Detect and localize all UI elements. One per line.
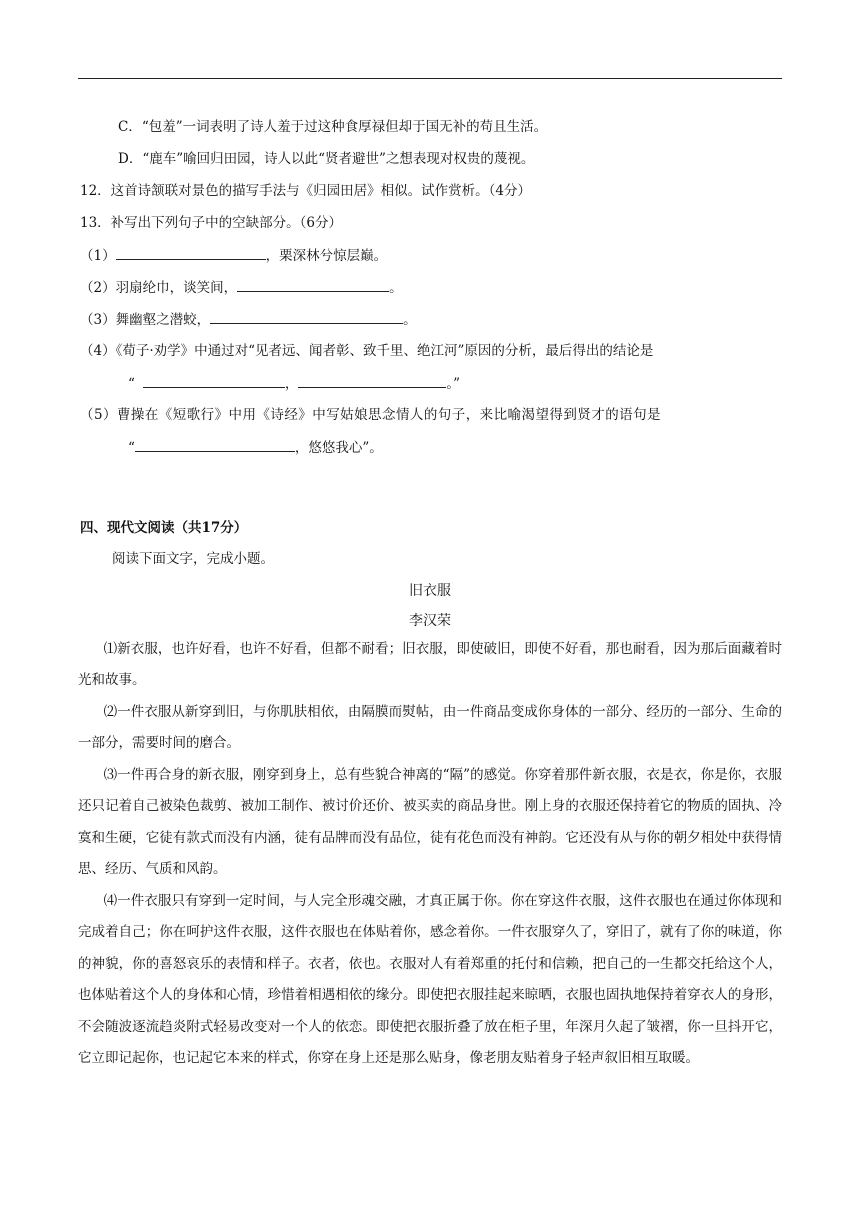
answer-blank (237, 277, 389, 292)
fill-3-text: （3）舞幽壑之潜蛟， (80, 312, 211, 328)
fill-line-1 (80, 245, 387, 266)
fill-2-text: （2）羽扇纶巾，谈笑间， (80, 280, 238, 296)
answer-blank (210, 309, 403, 324)
answer-blank (143, 373, 285, 388)
quote-open: “ (128, 440, 135, 456)
fill-line-4: （4）《荀子·劝学》中通过对“见者远、闻者彰、致千里、绝江河”原因的分析，最后得出的结论是 (80, 343, 654, 359)
paragraph-3: ⑶一件再合身的新衣服，刚穿到身上，总有些貌合神离的“隔”的感觉。你穿着那件新衣服，衣是衣，你是你，衣服还只记着自己被染色裁剪、被加工制作、被讨价还价、被买卖的商品身世。刚上身的衣服还保持着它的物质的固执、冷寞和生硬，它徒有款式而没有内涵，徒有品牌而没有品位，徒有花色而没有神韵。它还没有从与你的朝夕相处中获得情思、经历、气质和风韵。 (78, 767, 782, 878)
fill-line-5: （5）曹操在《短歌行》中用《诗经》中写姑娘思念情人的句子，来比喻渴望得到贤才的语句是 (80, 407, 661, 423)
fill-3-end: 。 (403, 312, 417, 328)
fill-line-5b (128, 437, 383, 458)
section-instruction: 阅读下面文字，完成小题。 (112, 551, 274, 567)
header-rule (78, 78, 782, 79)
fill-5-text: ，悠悠我心”。 (294, 440, 383, 456)
article-title: 旧衣服 (409, 583, 451, 599)
question-13: 13．补写出下列句子中的空缺部分。（6分） (80, 215, 343, 231)
paragraph-2: ⑵一件衣服从新穿到旧，与你肌肤相依，由隔膜而熨帖，由一件商品变成你身体的一部分、经历的一部分、生命的一部分，需要时间的磨合。 (78, 704, 782, 752)
fill-1-text: ，栗深林兮惊层巅。 (265, 248, 388, 264)
fill-2-end: 。 (389, 280, 403, 296)
comma: ， (284, 376, 299, 392)
answer-blank (298, 373, 446, 388)
question-12: 12．这首诗颔联对景色的描写手法与《归园田居》相似。试作赏析。（4分） (80, 183, 532, 199)
quote-open: “ (128, 376, 135, 392)
option-d: D．“鹿车”喻回归田园，诗人以此“贤者避世”之想表现对权贵的蔑视。 (118, 151, 535, 167)
answer-blank (135, 437, 295, 452)
answer-blank (116, 245, 266, 260)
fill-line-3 (80, 309, 417, 330)
section-heading: 四、现代文阅读（共17分） (80, 520, 248, 536)
fill-line-2 (80, 277, 403, 298)
fill-line-4b (128, 373, 460, 394)
paragraph-1: ⑴新衣服，也许好看，也许不好看，但都不耐看；旧衣服，即使破旧，即使不好看，那也耐看，因为那后面藏着时光和故事。 (78, 641, 782, 689)
quote-close: 。” (446, 376, 461, 392)
paragraph-4: ⑷一件衣服只有穿到一定时间，与人完全形魂交融，才真正属于你。你在穿这件衣服，这件衣服也在通过你体现和完成着自己；你在呵护这件衣服，这件衣服也在体贴着你，感念着你。一件衣服穿久了，穿旧了，就有了你的味道，你的神貌，你的喜怒哀乐的表情和样子。衣者，依也。衣服对人有着郑重的托付和信赖，把自己的一生都交托给这个人，也体贴着这个人的身体和心情，珍惜着相遇相依的缘分。即使把衣服挂起来晾晒，衣服也固执地保持着穿衣人的身形，不会随波逐流趋炎附式轻易改变对一个人的依恋。即使把衣服折叠了放在柜子里，年深月久起了皱褶，你一旦抖开它，它立即记起你，也记起它本来的样式，你穿在身上还是那么贴身，像老朋友贴着身子轻声叙旧相互取暖。 (78, 893, 782, 1067)
option-c: C．“包羞”一词表明了诗人羞于过这种食厚禄但却于国无补的苟且生活。 (118, 119, 548, 135)
fill-1-number: （1） (80, 248, 116, 264)
article-author: 李汉荣 (409, 613, 451, 629)
